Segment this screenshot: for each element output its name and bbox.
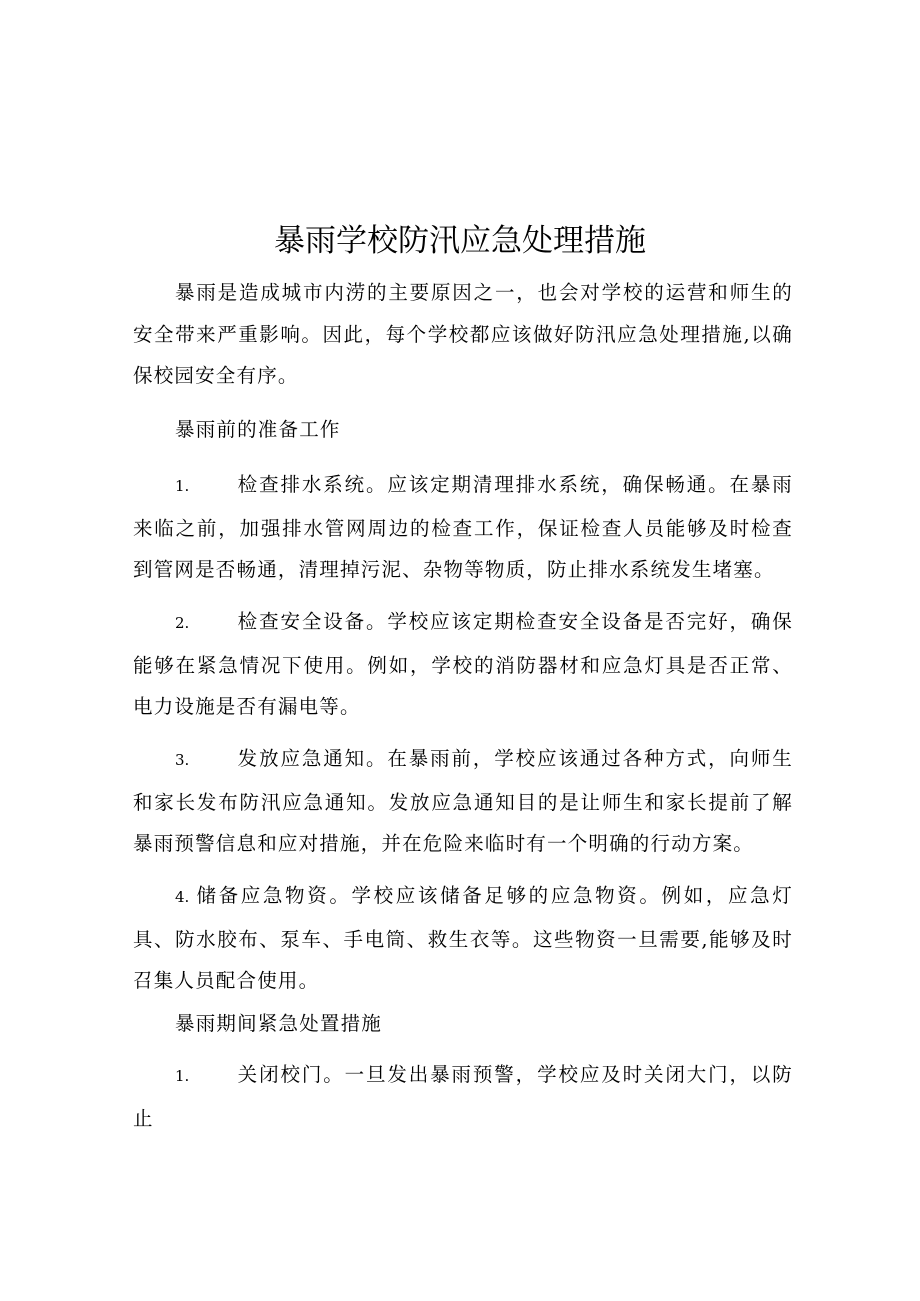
- list-item-number: 1.: [175, 1067, 190, 1085]
- list-item-number: 3.: [175, 751, 190, 769]
- list-item-text: 检查排水系统。应该定期清理排水系统，确保畅通。在暴雨来临之前，加强排水管网周边的检查工作，保证检查人员能够及时检查到管网是否畅通，清理掉污泥、杂物等物质，防止排水系统发生堵塞。: [133, 473, 793, 581]
- list-item-text: 关闭校门。一旦发出暴雨预警，学校应及时关闭大门，以防止: [133, 1063, 793, 1130]
- list-item: [133, 464, 793, 591]
- list-item: [133, 601, 793, 728]
- list-item-text: 发放应急通知。在暴雨前，学校应该通过各种方式，向师生和家长发布防汛应急通知。发放应急通知目的是让师生和家长提前了解暴雨预警信息和应对措施，并在危险来临时有一个明确的行动方案。: [133, 747, 793, 855]
- list-item-number: 4.: [175, 888, 190, 906]
- list-item-text: 储备应急物资。学校应该储备足够的应急物资。例如，应急灯具、防水胶布、泵车、手电筒、救生衣等。这些物资一旦需要,能够及时召集人员配合使用。: [133, 884, 793, 992]
- section-heading-before-rain: 暴雨前的准备工作: [175, 418, 341, 441]
- list-item-text: 检查安全设备。学校应该定期检查安全设备是否完好，确保能够在紧急情况下使用。例如，学校的消防器材和应急灯具是否正常、电力设施是否有漏电等。: [133, 610, 793, 718]
- intro-paragraph: 暴雨是造成城市内涝的主要原因之一，也会对学校的运营和师生的安全带来严重影响。因此，每个学校都应该做好防汛应急处理措施,以确保校园安全有序。: [133, 281, 793, 387]
- document-title: 暴雨学校防汛应急处理措施: [274, 223, 646, 259]
- list-item: [133, 1054, 793, 1139]
- list-item: [133, 738, 793, 865]
- list-item-number: 2.: [175, 614, 190, 632]
- section-heading-during-rain: 暴雨期间紧急处置措施: [175, 1012, 383, 1035]
- list-item-number: 1.: [175, 477, 190, 495]
- list-item: [133, 875, 793, 1002]
